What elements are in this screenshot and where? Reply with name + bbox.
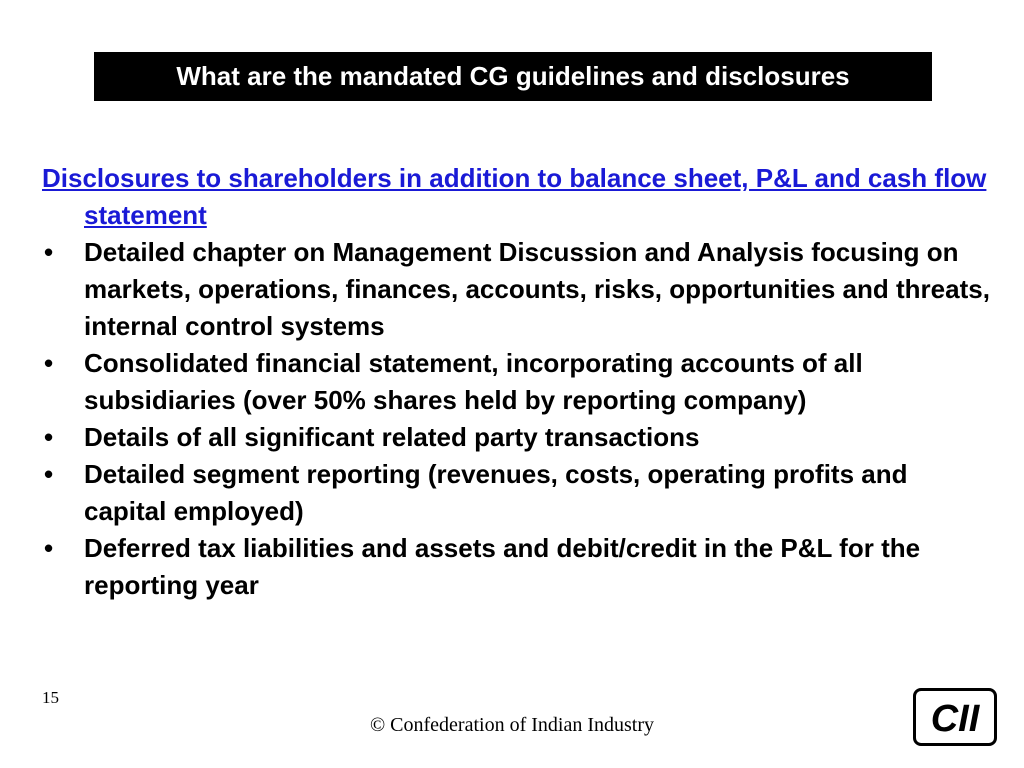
bullet-icon: • bbox=[44, 459, 54, 489]
bullet-icon: • bbox=[44, 422, 54, 452]
list-item bbox=[42, 530, 992, 604]
logo-text: CII bbox=[930, 698, 980, 739]
slide-title-bar bbox=[94, 52, 932, 101]
bullet-icon: • bbox=[44, 348, 54, 378]
bullet-text: Details of all significant related party transactions bbox=[84, 422, 700, 452]
bullet-text: Deferred tax liabilities and assets and debit/credit in the P&L for the reporting year bbox=[84, 533, 921, 600]
page-number: 15 bbox=[42, 688, 59, 707]
bullet-text: Detailed segment reporting (revenues, costs, operating profits and capital employed) bbox=[84, 459, 908, 526]
footer-copyright: © Confederation of Indian Industry bbox=[369, 714, 654, 736]
bullet-icon: • bbox=[44, 533, 54, 563]
bullet-text: Detailed chapter on Management Discussion and Analysis focusing on markets, operations, finances, accounts, risks, opportunities and threats, internal control systems bbox=[84, 237, 990, 341]
list-item bbox=[42, 234, 992, 345]
cii-logo-icon bbox=[913, 688, 997, 746]
bullet-list bbox=[42, 234, 992, 604]
slide-content bbox=[42, 160, 992, 604]
bullet-icon: • bbox=[44, 237, 54, 267]
list-item bbox=[42, 419, 992, 456]
list-item bbox=[42, 345, 992, 419]
list-item bbox=[42, 456, 992, 530]
subheading-link[interactable]: Disclosures to shareholders in addition to balance sheet, P&L and cash flow statement bbox=[42, 163, 987, 230]
slide-title: What are the mandated CG guidelines and disclosures bbox=[176, 61, 850, 91]
bullet-text: Consolidated financial statement, incorporating accounts of all subsidiaries (over 50% shares held by reporting company) bbox=[84, 348, 863, 415]
cii-logo-graphic bbox=[920, 695, 990, 739]
